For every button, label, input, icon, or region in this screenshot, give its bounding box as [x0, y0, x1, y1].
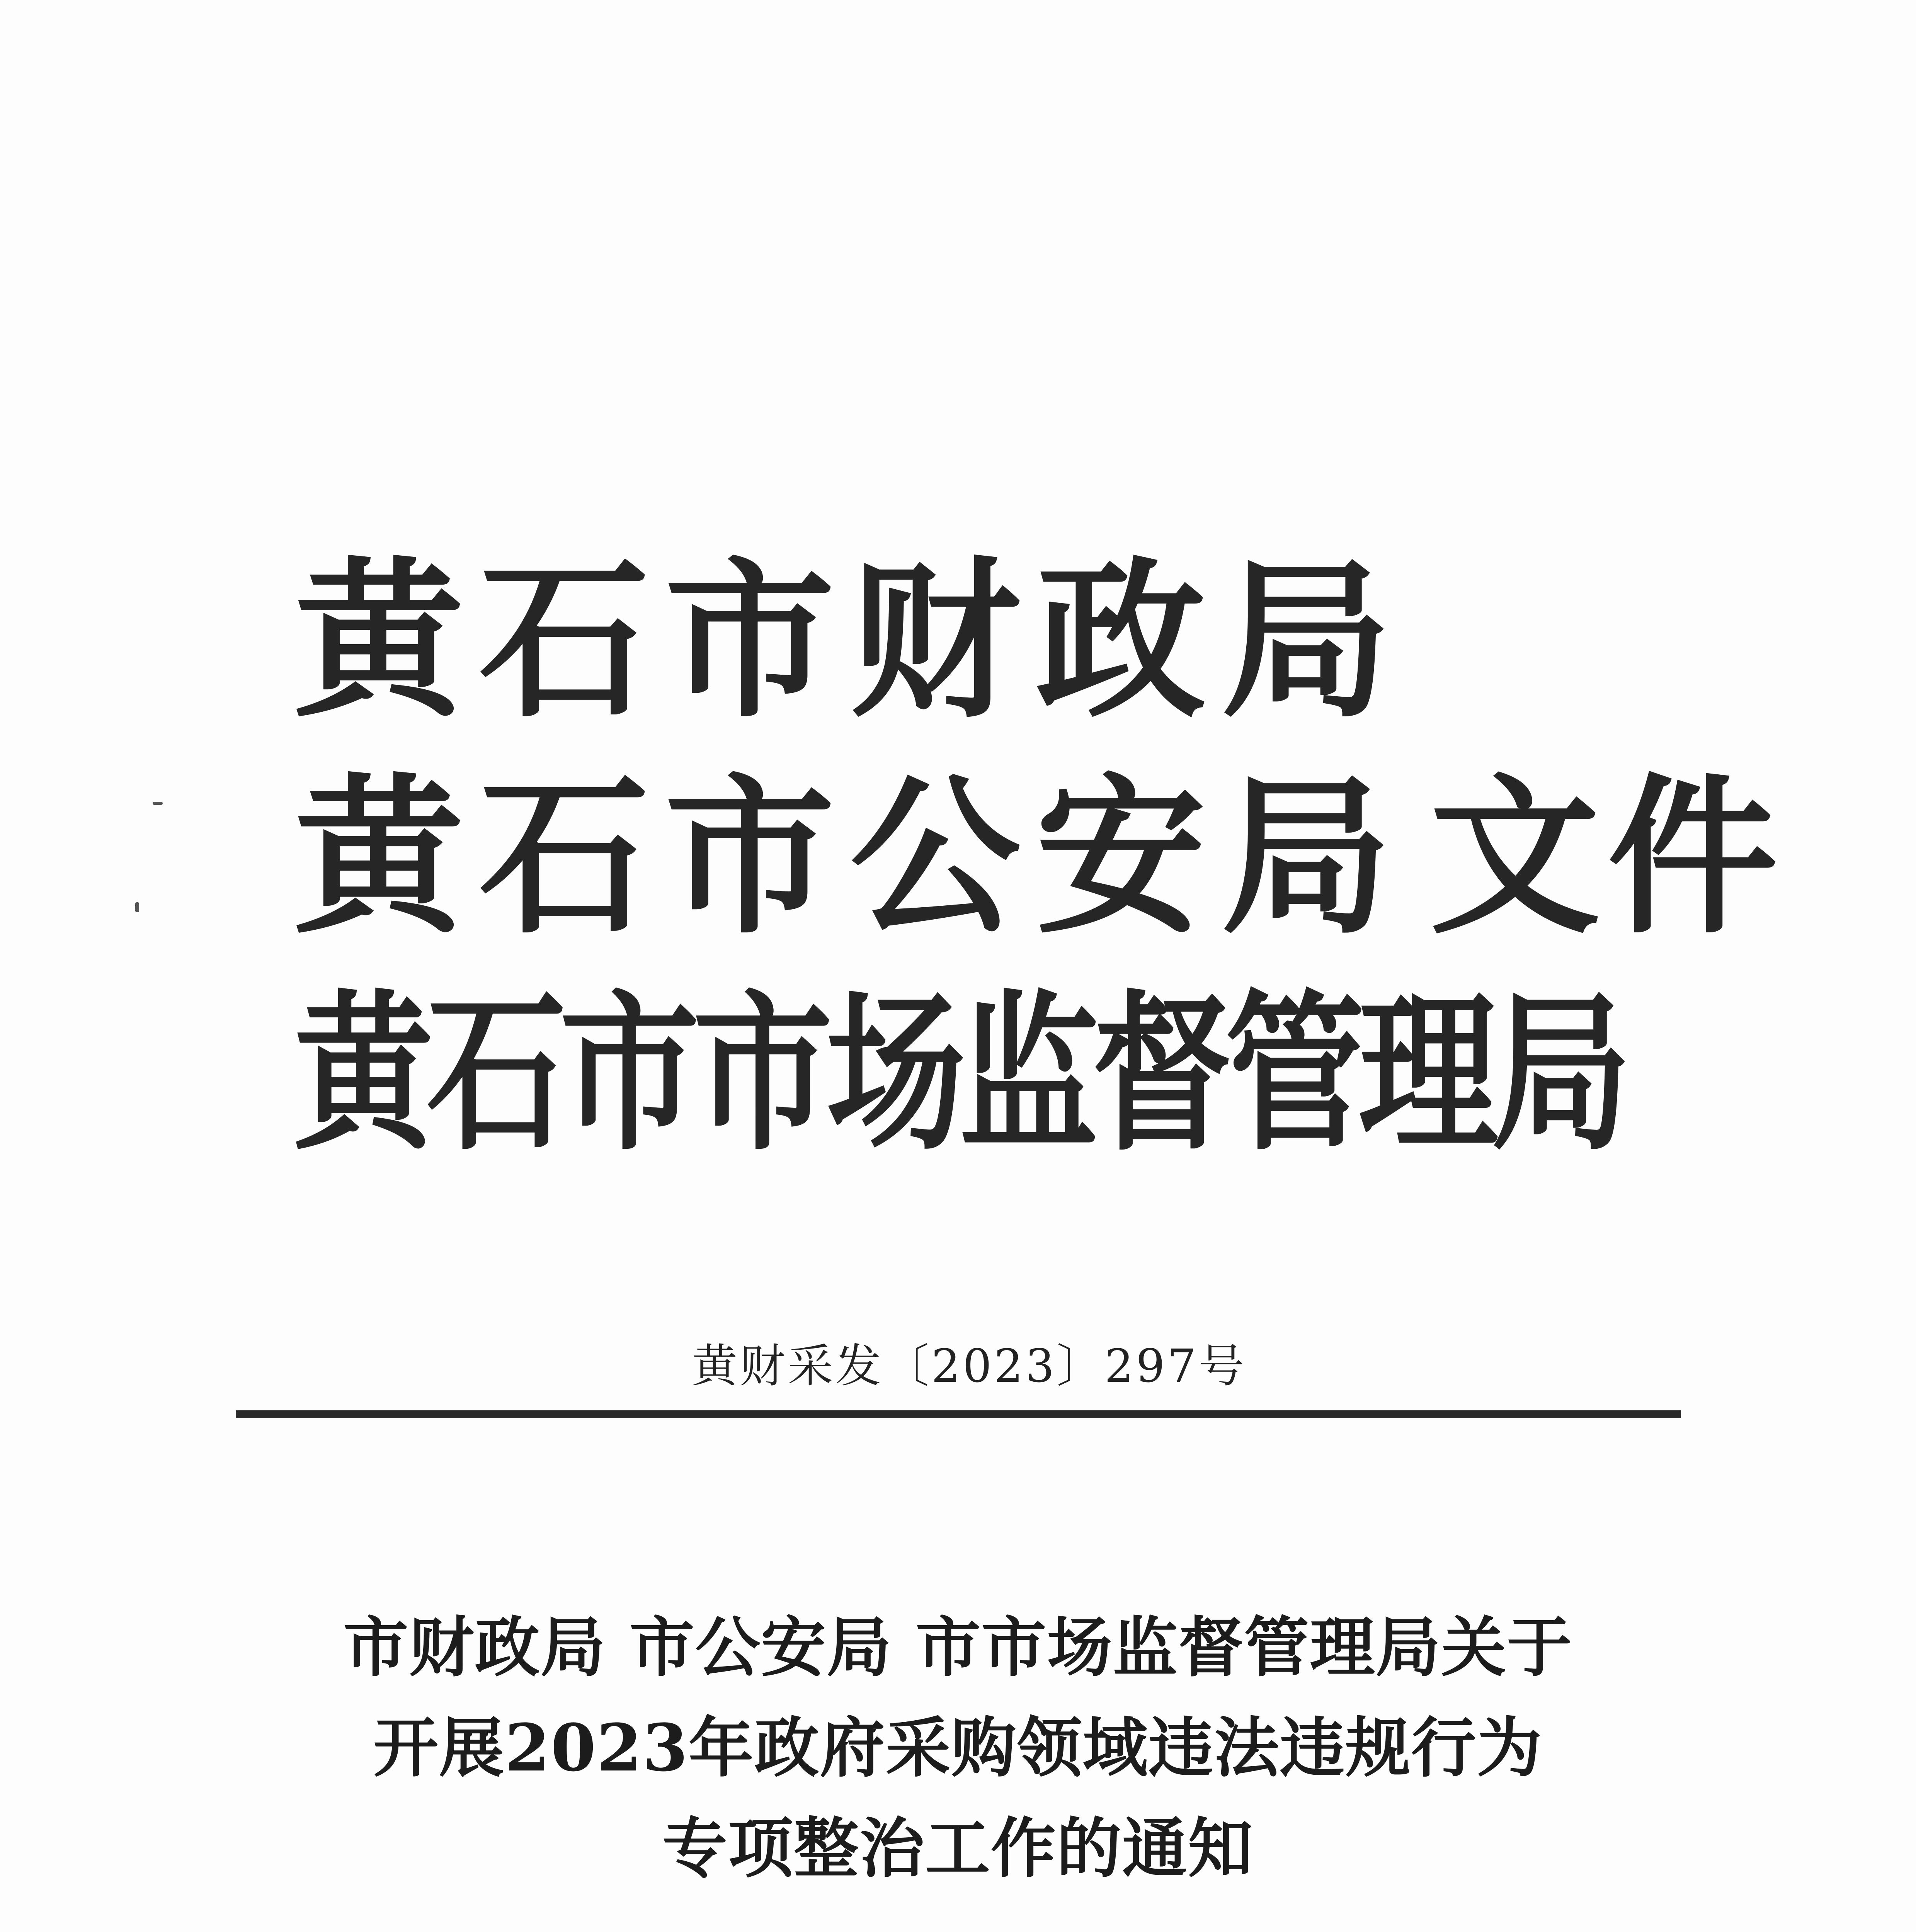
header-divider — [236, 1410, 1681, 1418]
issuer-public-security-bureau-line — [294, 759, 1785, 957]
document-label: 文件 — [1430, 759, 1785, 957]
scan-speck — [135, 902, 139, 912]
issuer-finance-bureau: 黄石市财政局 — [294, 543, 1407, 740]
issuer-market-regulation-bureau: 黄石市市场监督管理局 — [294, 975, 1625, 1173]
notice-title-line-2: 开展2023年政府采购领域违法违规行为 — [373, 1709, 1543, 1786]
issuer-public-security-bureau: 黄石市公安局 — [294, 759, 1407, 957]
notice-title-line-3: 专项整治工作的通知 — [662, 1810, 1254, 1886]
scan-speck — [153, 802, 163, 805]
document-number: 黄财采发〔2023〕297号 — [692, 1339, 1247, 1393]
notice-title-line-1: 市财政局 市公安局 市市场监督管理局关于 — [343, 1609, 1573, 1685]
